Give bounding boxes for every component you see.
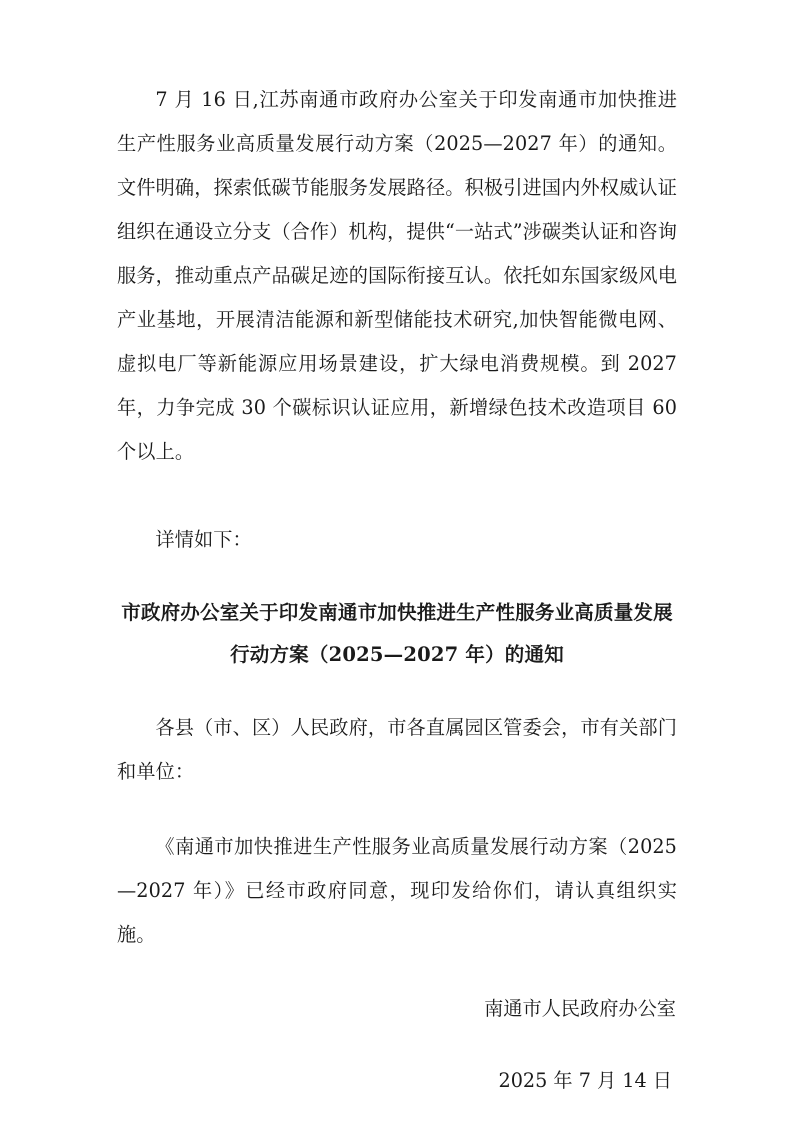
body-paragraph: 《南通市加快推进生产性服务业高质量发展行动方案（2025—2027 年）》已经市政府同意，现印发给你们，请认真组织实施。: [117, 835, 677, 946]
document-content: [117, 78, 677, 1103]
detail-intro-line: 详情如下：: [155, 528, 252, 551]
document-title-line-2: 行动方案（2025—2027 年）的通知: [230, 643, 564, 666]
document-title-line-1: 市政府办公室关于印发南通市加快推进生产性服务业高质量发展: [121, 601, 673, 624]
signature-date: 2025 年 7 月 14 日: [498, 1069, 672, 1092]
recipients-line: 各县（市、区）人民政府，市各直属园区管委会，市有关部门和单位：: [117, 716, 677, 783]
signature-block: [117, 987, 677, 1103]
summary-paragraph: 7 月 16 日,江苏南通市政府办公室关于印发南通市加快推进生产性服务业高质量发展行动方案（2025—2027 年）的通知。文件明确，探索低碳节能服务发展路径。积极引进国内外权威认证组织在通设立分支（合作）机构，提供“一站式”涉碳类认证和咨询服务，推动重点产品碳足迹的国际衔接互认。依托如东国家级风电产业基地，开展清洁能源和新型储能技术研究,加快智能微电网、虚拟电厂等新能源应用场景建设，扩大绿电消费规模。到 2027 年，力争完成 30 个碳标识认证应用，新增绿色技术改造项目 60 个以上。: [117, 88, 677, 463]
signature-organization: 南通市人民政府办公室: [484, 997, 676, 1020]
document-title: [117, 562, 677, 676]
